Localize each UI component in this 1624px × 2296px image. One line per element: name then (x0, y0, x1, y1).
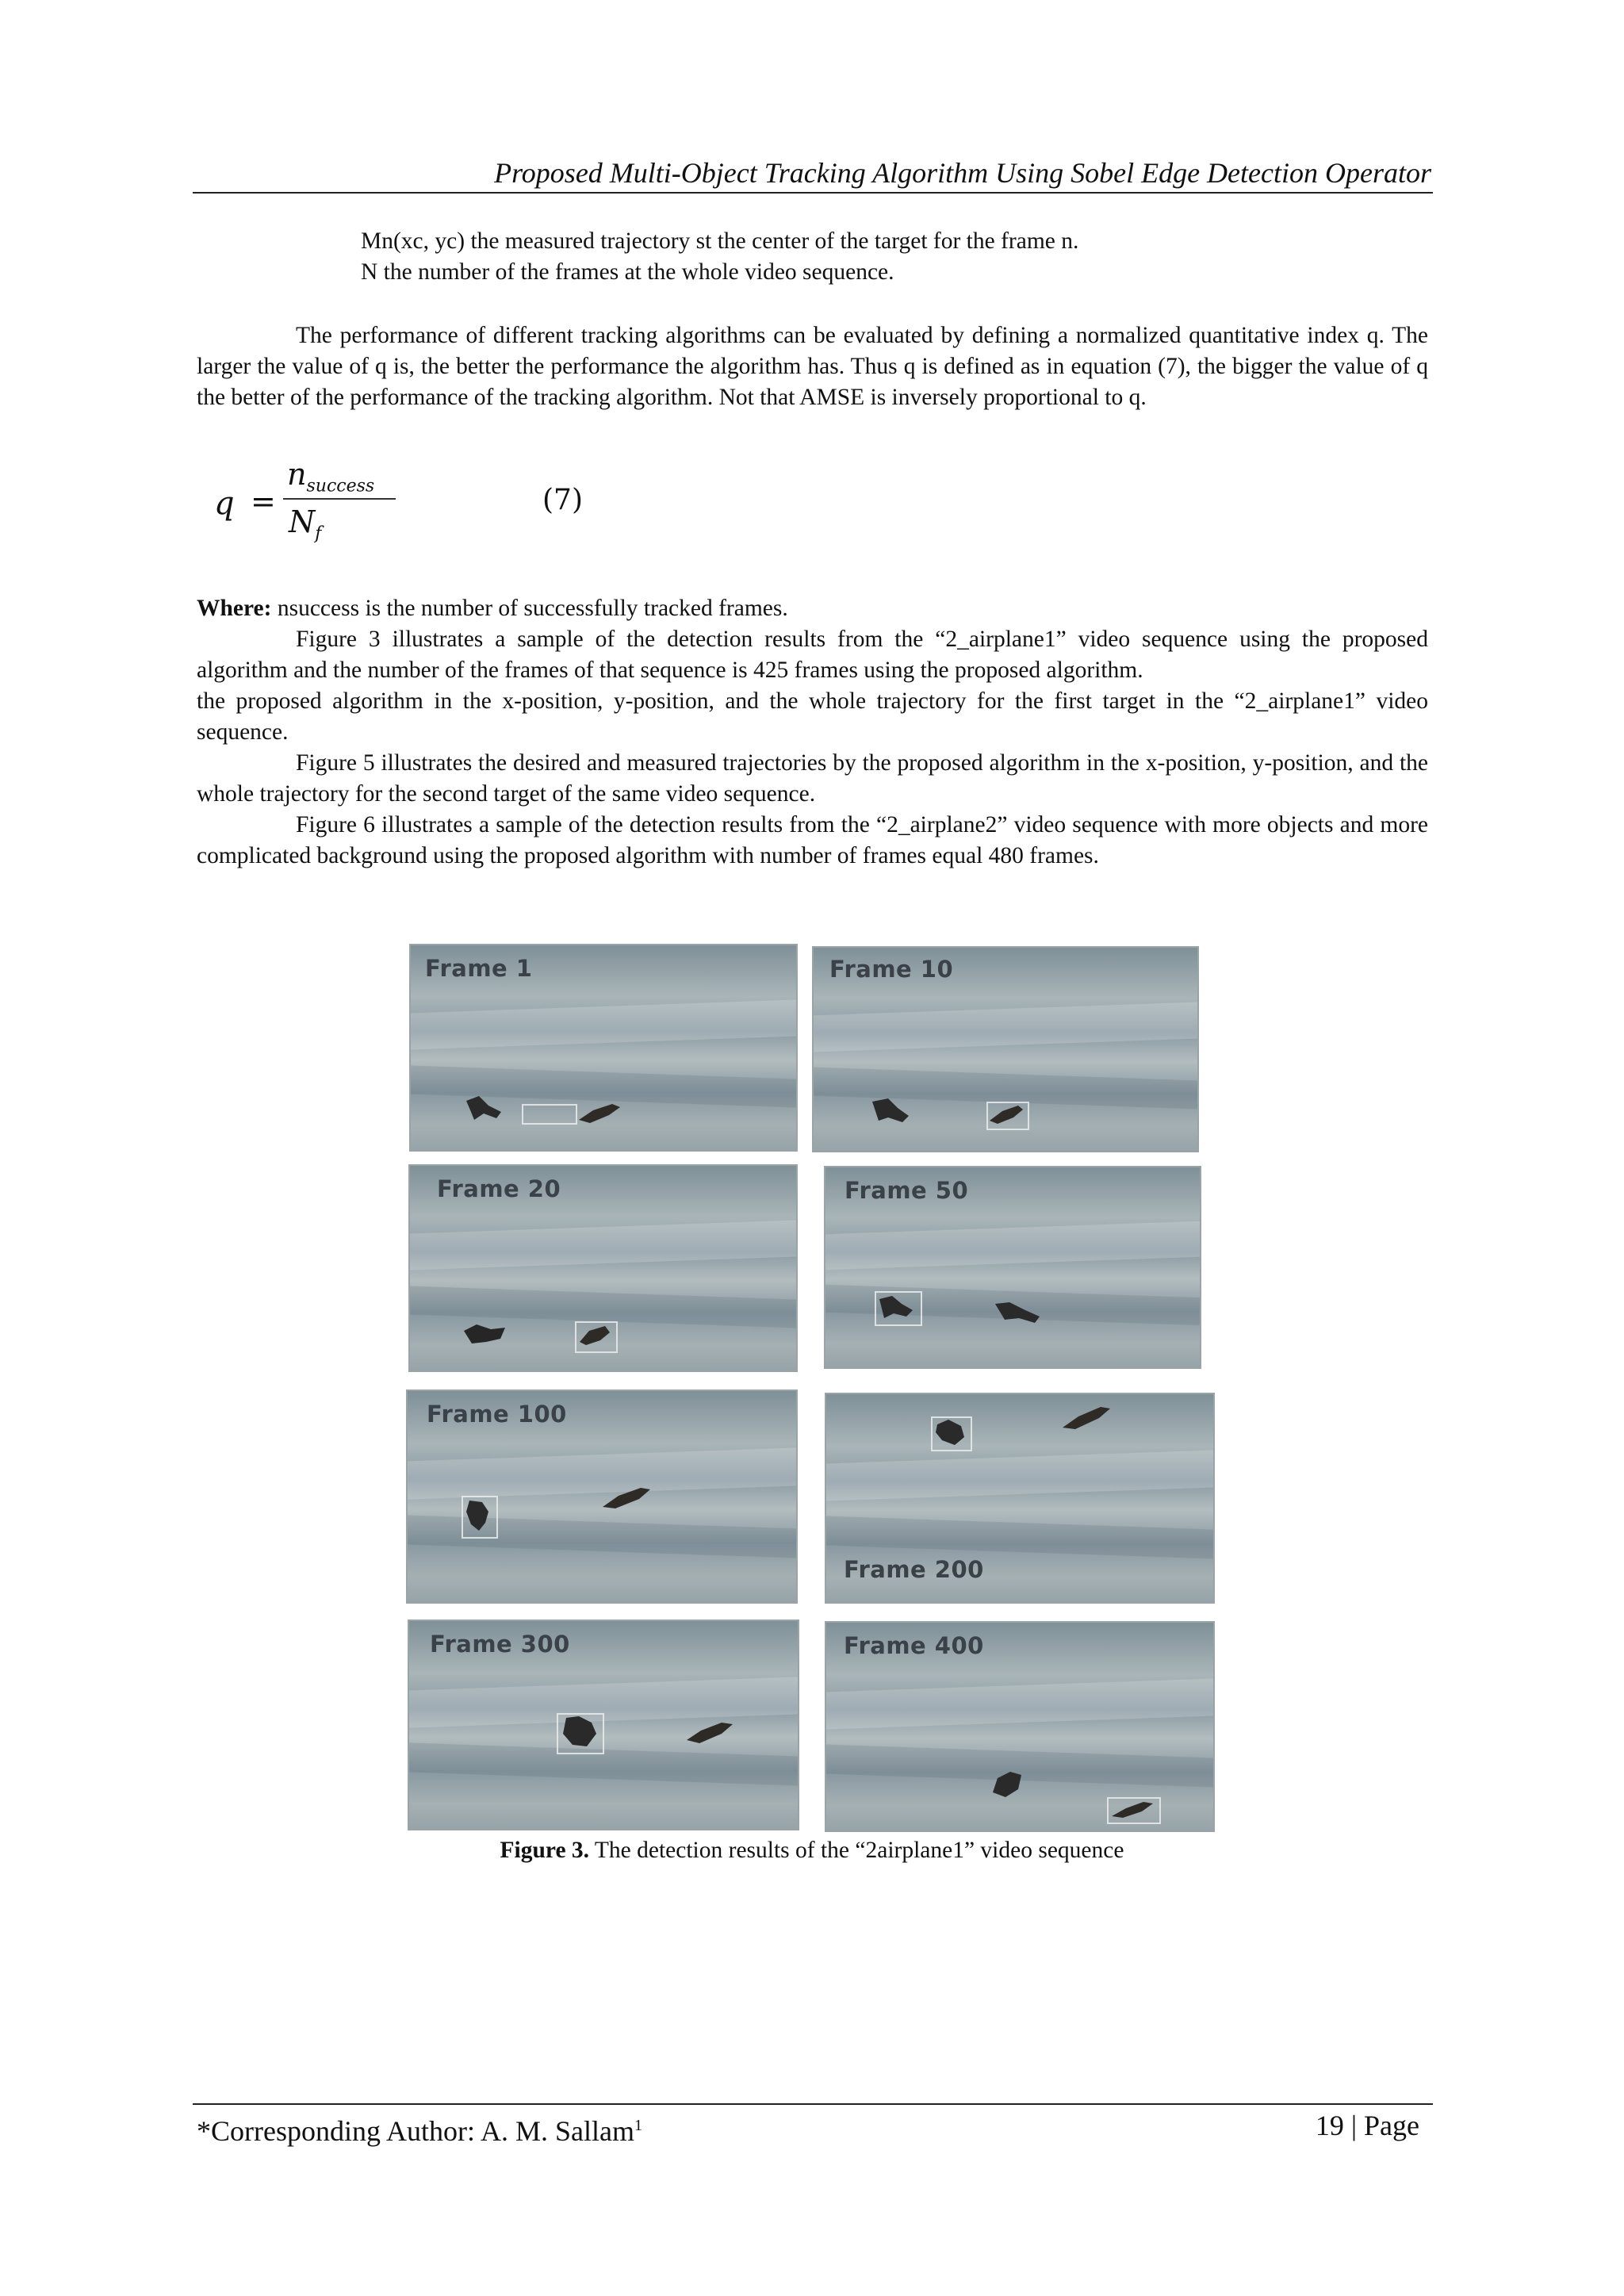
paragraph-figure3: Figure 3 illustrates a sample of the detection results from the “2_airplane1” video sequence using the proposed algorithm and the number of the frames of that sequence is 425 frames using the proposed algorithm. (197, 627, 1428, 683)
frame-label: Frame 10 (829, 956, 954, 983)
where-label: Where: (197, 596, 272, 621)
frame-label: Frame 50 (845, 1177, 969, 1204)
paragraph-figure6: Figure 6 illustrates a sample of the detection results from the “2_airplane2” video sequence with more objects and more complicated background using the proposed algorithm with number of frames equal 480 frames. (197, 812, 1428, 868)
equation-denominator (289, 504, 321, 544)
detection-box (875, 1291, 922, 1326)
detection-box (557, 1713, 604, 1754)
header-rule (193, 192, 1433, 194)
page-number: 19 | Page (1315, 2110, 1419, 2141)
definition-n: N the number of the frames at the whole video sequence. (361, 259, 894, 285)
frame-label: Frame 200 (844, 1556, 984, 1583)
paragraph-figure5: Figure 5 illustrates the desired and measured trajectories by the proposed algorithm in the x-position, y-position, and the whole trajectory for the second target of the same video sequence. (197, 750, 1428, 807)
airplane-icon (990, 1769, 1025, 1800)
where-text: nsuccess is the number of successfully tracked frames. (271, 596, 788, 621)
frame-image (409, 944, 798, 1152)
definitions (361, 226, 1392, 288)
frame-label: Frame 1 (425, 955, 533, 982)
frame-label: Frame 100 (427, 1401, 567, 1428)
frame-label: Frame 300 (430, 1631, 570, 1658)
where-line (197, 593, 1428, 624)
equation-lhs: q (214, 485, 235, 522)
detection-box (575, 1321, 618, 1353)
denominator-symbol: N (289, 504, 316, 539)
detection-box (931, 1416, 972, 1451)
paragraph-performance (197, 320, 1428, 413)
frame-label: Frame 400 (844, 1632, 984, 1659)
definition-mn: Mn(xc, yc) the measured trajectory st the center of the target for the frame n. (361, 228, 1079, 254)
frame-image (825, 1621, 1215, 1832)
airplane-icon (1061, 1404, 1112, 1431)
frame-label: Frame 20 (437, 1175, 561, 1202)
paragraph-text: The performance of different tracking algorithms can be evaluated by defining a normalized quantitative index q. The larger the value of q is, the better the performance the algorithm has. Thus q is defined as in equation (7), the bigger the value of q the better of the performance of the tracking algorithm. Not that AMSE is inversely proportional to q. (197, 323, 1428, 410)
frame-image (406, 1389, 798, 1604)
equation-numerator (287, 457, 374, 496)
figure-caption (0, 1834, 1624, 1866)
author-affiliation: 1 (634, 2117, 642, 2134)
equation-7 (208, 457, 604, 560)
numerator-subscript: success (306, 476, 375, 496)
frame-image (812, 946, 1199, 1152)
equation-equals: = (251, 484, 276, 519)
airplane-icon (465, 1094, 504, 1123)
caption-label: Figure 3. (500, 1838, 590, 1863)
paragraph-block (197, 593, 1428, 872)
airplane-icon (994, 1299, 1043, 1326)
frame-image (408, 1619, 799, 1830)
author-text: *Corresponding Author: A. M. Sallam (197, 2115, 634, 2147)
paragraph-first-target: the proposed algorithm in the x-position, y-position, and the whole trajectory for the first target in the “2_airplane1” video sequence. (197, 688, 1428, 745)
caption-text: The detection results of the “2airplane1” video sequence (589, 1838, 1124, 1863)
frame-image (408, 1164, 798, 1372)
equation-number: (7) (542, 484, 583, 516)
detection-box (986, 1102, 1029, 1130)
detection-box (522, 1104, 577, 1125)
fraction-bar (283, 498, 396, 500)
airplane-icon (601, 1485, 652, 1510)
running-title: Proposed Multi-Object Tracking Algorithm Using Sobel Edge Detection Operator (494, 157, 1431, 189)
detection-box (462, 1496, 498, 1539)
airplane-icon (871, 1097, 912, 1125)
frame-image (825, 1393, 1215, 1604)
frame-image (824, 1166, 1201, 1369)
airplane-icon (685, 1719, 734, 1745)
detection-box (1107, 1797, 1161, 1824)
airplane-icon (462, 1321, 508, 1347)
corresponding-author (197, 2108, 642, 2148)
footer-rule (193, 2103, 1433, 2105)
airplane-icon (577, 1101, 622, 1125)
numerator-symbol: n (287, 457, 307, 492)
denominator-subscript: f (315, 523, 322, 544)
